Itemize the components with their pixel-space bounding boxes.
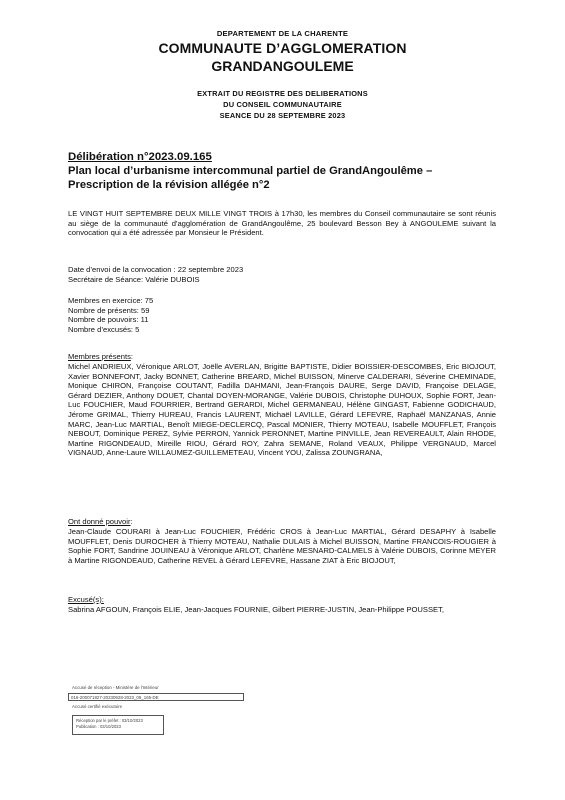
convocation-date: Date d’envoi de la convocation : 22 septembre 2023	[68, 265, 244, 274]
deliberation-title	[68, 165, 508, 192]
receipt-stamp-certified: Accusé certifié exécutoire	[72, 704, 123, 709]
proxies-heading-suffix: :	[130, 517, 133, 526]
present-members-heading	[68, 352, 496, 362]
receipt-stamp-id: 016-200071827-20230928-2023_09_165-DE	[68, 693, 244, 701]
present-members-heading-suffix: :	[130, 352, 134, 361]
department-heading: DEPARTEMENT DE LA CHARENTE	[216, 29, 349, 38]
excused-heading-text: Excusé(s)	[68, 595, 102, 604]
proxies-count: Nombre de pouvoirs: 11	[68, 315, 149, 325]
deliberation-title-line1: Plan local d’urbanisme intercommunal partiel de GrandAngoulême –	[68, 165, 433, 177]
present-members-heading-text: Membres présents	[68, 352, 131, 361]
convocation-block	[68, 265, 496, 284]
organization-title-line2: GRANDANGOULEME	[211, 58, 354, 74]
receipt-stamp-reception: Réception par le préfet : 03/10/2023	[76, 718, 143, 723]
extract-heading-line1: EXTRAIT DU REGISTRE DES DELIBERATIONS	[197, 89, 368, 98]
deliberation-number: Délibération n°2023.09.165	[68, 151, 212, 163]
excused-list: Sabrina AFGOUN, François ELIE, Jean-Jacques FOURNIE, Gilbert PIERRE-JUSTIN, Jean-Philippe POUSSET,	[68, 605, 445, 614]
proxies-heading-text: Ont donné pouvoir	[68, 517, 131, 526]
receipt-stamp-title: Accusé de réception - Ministère de l'Intérieur	[72, 685, 159, 690]
receipt-stamp-publication: Publication : 03/10/2023	[76, 724, 121, 729]
present-members-list: Michel ANDRIEUX, Véronique ARLOT, Joëlle AVERLAN, Brigitte BAPTISTE, Didier BOISSIER-DESCOMBES, Eric BIOJOUT, Xavier BONNEFONT, Jacky BONNET, Catherine BREARD, Michel BUISSON, Minerve CALDERARI, Séverine CHEMINADE, Monique CHIRON, Françoise COUTANT, Fadilla DAHMANI, Jean-François DAURE, Serge DAVID, Françoise DELAGE, Gérard DEZIER, Anthony DOUET, Chantal DOYEN-MORANGE, Valérie DUBOIS, Christophe DUHOUX, Sophie FORT, Jean-Luc FOUCHIER, Maud FOURRIER, Bertrand GERARDI, Michel GERMANEAU, Hélène GINGAST, Fabienne GODICHAUD, Jérome GRIMAL, Thierry HUREAU, Francis LAURENT, Michaël LAVILLE, Gérard LEFEVRE, Raphaël MANZANAS, Annie MARC, Jean-Luc MARTIAL, Benoît MIEGE-DECLERCQ, Pascal MONIER, Thierry MOTEAU, Isabelle MOUFFLET, François NEBOUT, Dominique PEREZ, Sylvie PERRON, Yannick PERONNET, Martine PINVILLE, Jean REVEREAULT, Alain RHODE, Martine RIGONDEAUD, Mireille RIOU, Gérard ROY, Zahra SEMANE, Roland VEAUX, Philippe VERGNAUD, Marcel VIGNAUD, Anne-Laure WILLAUMEZ-GUILLEMETEAU, Vincent YOU, Zalissa ZOUNGRANA,	[68, 362, 496, 458]
session-date-heading: SEANCE DU 28 SEPTEMBRE 2023	[219, 111, 346, 120]
organization-title-line1: COMMUNAUTE D’AGGLOMERATION	[158, 40, 407, 56]
excused-heading-suffix: :	[101, 595, 104, 604]
session-secretary: Secrétaire de Séance: Valérie DUBOIS	[68, 274, 200, 284]
extract-heading-line2: DU CONSEIL COMMUNAUTAIRE	[223, 100, 342, 109]
members-in-office: Membres en exercice: 75	[68, 296, 154, 305]
deliberation-title-line2: Prescription de la révision allégée n°2	[68, 178, 270, 191]
excused-heading	[68, 595, 496, 605]
proxies-heading	[68, 517, 496, 527]
excused-count: Nombre d’excusés: 5	[68, 324, 140, 334]
proxies-list: Jean-Claude COURARI à Jean-Luc FOUCHIER, Frédéric CROS à Jean-Luc MARTIAL, Gérard DESAPHY à Isabelle MOUFFLET, Denis DUROCHER à Thierry MOTEAU, Nathalie DULAIS à Michel BUISSON, Martine FRANCOIS-ROUGIER à Sophie FORT, Sandrine JOUINEAU à Véronique ARLOT, Charlène MESNARD-CALMELS à Valérie DUBOIS, Corinne MEYER à Martine RIGONDEAUD, Catherine REVEL à Gérard LEFEVRE, Hassane ZIAT à Eric BIOJOUT,	[68, 527, 496, 565]
members-present-count: Nombre de présents: 59	[68, 305, 150, 315]
intro-paragraph: LE VINGT HUIT SEPTEMBRE DEUX MILLE VINGT TROIS à 17h30, les membres du Conseil communautaire se sont réunis au siège de la communauté d'agglomération de GrandAngoulême, 25 boulevard Besson Bey à ANGOULEME suivant la convocation qui a été adressée par Monsieur le Président.	[68, 209, 496, 238]
attendance-stats	[68, 296, 496, 334]
receipt-stamp-box	[72, 715, 164, 735]
